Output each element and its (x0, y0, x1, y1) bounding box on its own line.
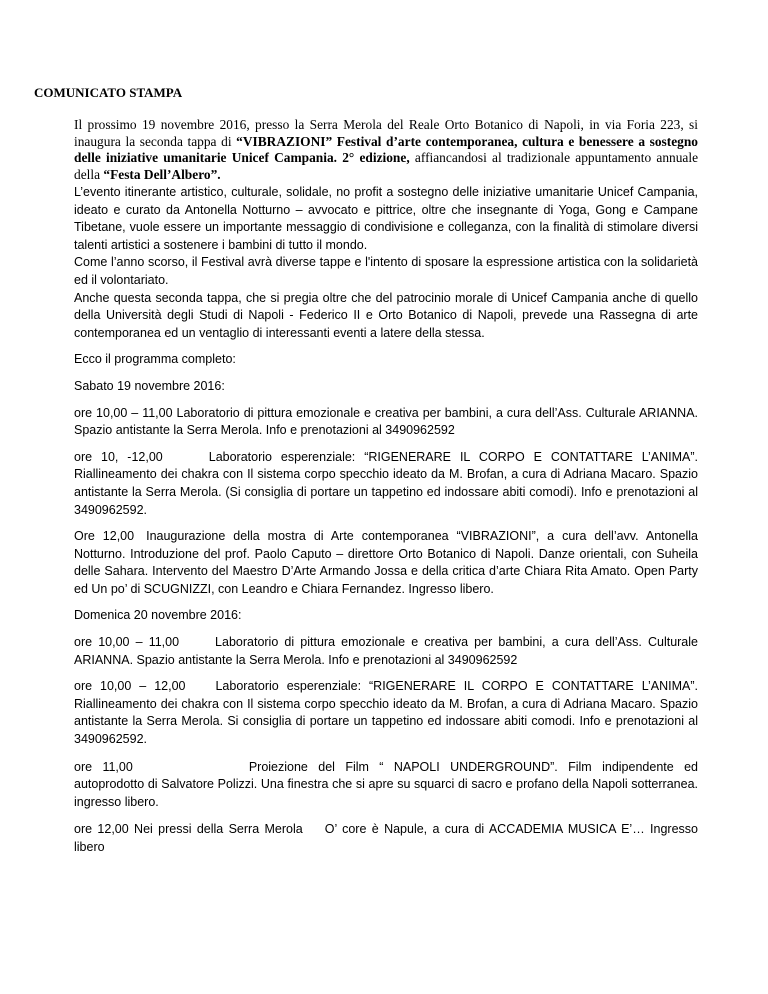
saturday-event-3 (74, 528, 698, 598)
program-intro: Ecco il programma completo: (74, 352, 236, 367)
event-time: ore 12,00 Nei pressi della Serra Merola (74, 822, 303, 837)
event-description: O’ core è Napule, a cura di ACCADEMIA MUSICA E’… Ingresso libero (74, 822, 698, 854)
intro-festa-albero: “Festa Dell’Albero”. (103, 166, 221, 182)
event-time: ore 10,00 – 11,00 (74, 635, 180, 650)
saturday-heading: Sabato 19 novembre 2016: (74, 378, 225, 393)
sunday-event-3 (74, 759, 698, 812)
sunday-event-1 (74, 634, 698, 669)
event-description: Inaugurazione della mostra di Arte contemporanea “VIBRAZIONI”, a cura dell’avv. Antonella Notturno. Introduzione del prof. Paolo Caputo – direttore Orto Botanico di Napoli. Danze orientali, con Suheila delle Sahara. Intervento del Maestro D’Arte Armando Jossa e della critica d’arte Chiara Rita Amato. Open Party ed Un po’ di SCUGNIZZI, con Leandro e Chiara Fernandez. Ingresso libero. (74, 529, 698, 596)
intro-festival-name: “VIBRAZIONI” Festival d’arte contemporanea, cultura e benessere a sostegno delle iniziative umanitarie Unicef Campania. 2° edizione, (74, 133, 699, 165)
intro-paragraph (74, 117, 698, 183)
event-description: Laboratorio di pittura emozionale e creativa per bambini, a cura dell’Ass. Culturale ARIANNA. Spazio antistante la Serra Merola. Info e prenotazioni al 3490962592 (74, 635, 698, 667)
intro-text-1: Il prossimo 19 novembre 2016, presso la Serra Merola del Reale Orto Botanico di Napoli, in via Foria 223, si inaugura la seconda tappa di (74, 117, 698, 149)
event-time: ore 10, -12,00 (74, 449, 163, 464)
paragraph-event-description: L’evento itinerante artistico, culturale, solidale, no profit a sostegno delle iniziative umanitarie Unicef Campania, ideato e curato da Antonella Notturno – avvocato e pittrice, oltre che insegnante di Yoga, Gong e Campane Tibetane, vuole essere un importante messaggio di condivisione e colleganza, con la finalità di stimolare diversi talenti artistici a sostenere i bambini di tutto il mondo. (74, 185, 698, 252)
sunday-event-4 (74, 821, 698, 856)
paragraph-festival-stages: Come l’anno scorso, il Festival avrà diverse tappe e l'intento di sposare la espressione artistica con la solidarietà ed il volontariato. (74, 255, 698, 287)
saturday-event-1: ore 10,00 – 11,00 Laboratorio di pittura emozionale e creativa per bambini, a cura dell’Ass. Culturale ARIANNA. Spazio antistante la Serra Merola. Info e prenotazioni al 3490962592 (74, 405, 698, 438)
event-time: Ore 12,00 (74, 529, 135, 544)
intro-text-2: affiancandosi al tradizionale appuntamento annuale della (74, 150, 699, 182)
paragraph-second-stage: Anche questa seconda tappa, che si pregia oltre che del patrocinio morale di Unicef Campania anche di quello della Università degli Studi di Napoli - Federico II e Orto Botanico di Napoli, prevede una Rassegna di arte contemporanea ed un ventaglio di interessanti eventi a latere della stessa. (74, 290, 698, 340)
event-description: Laboratorio esperenziale: “RIGENERARE IL CORPO E CONTATTARE L’ANIMA”. Riallineamento dei chakra con Il sistema corpo specchio ideato da M. Brofan, a cura di Adriana Macaro. Spazio antistante la Serra Merola. Si consiglia di portare un tappetino ed indossare abiti comodi. Info e prenotazioni al 3490962592. (74, 679, 698, 747)
event-time: ore 11,00 (74, 759, 133, 774)
page-title: COMUNICATO STAMPA (34, 85, 183, 100)
saturday-event-2 (74, 449, 698, 519)
event-time: ore 10,00 – 12,00 (74, 679, 186, 694)
body-text (74, 184, 698, 857)
event-description: Proiezione del Film “ NAPOLI UNDERGROUND”. Film indipendente ed autoprodotto di Salvatore Polizzi. Una finestra che si apre su squarci di sacro e profano della Napoli sotterranea. ingresso libero. (74, 759, 698, 809)
sunday-event-2 (74, 678, 698, 748)
event-description: Laboratorio esperenziale: “RIGENERARE IL CORPO E CONTATTARE L’ANIMA”. Riallineamento dei chakra con Il sistema corpo specchio ideato da M. Brofan, a cura di Adriana Macaro. Spazio antistante la Serra Merola. (Si consiglia di portare un tappetino ed indossare abiti comodi). Info e prenotazioni al 3490962592. (74, 449, 698, 517)
sunday-heading: Domenica 20 novembre 2016: (74, 608, 242, 623)
